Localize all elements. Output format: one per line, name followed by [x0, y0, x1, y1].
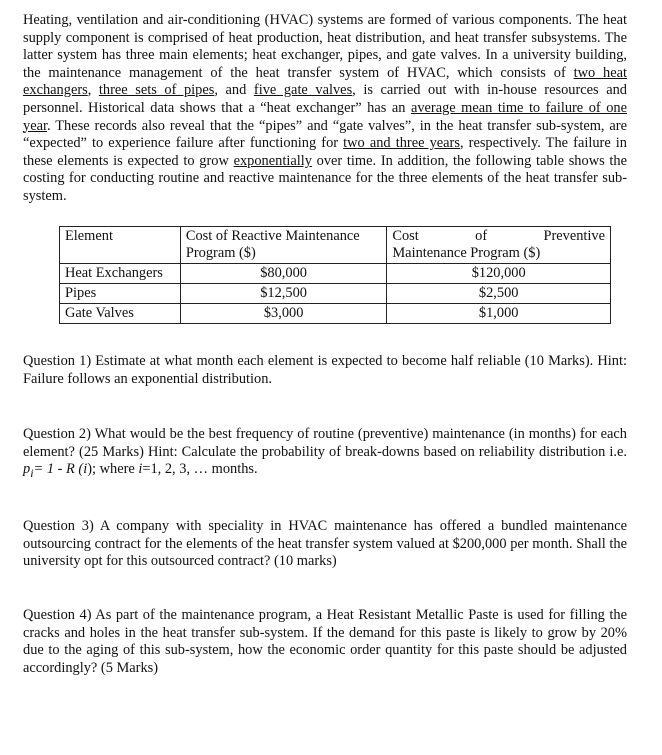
intro-text-2: ,	[87, 82, 99, 99]
cell-element: Pipes	[60, 284, 181, 304]
intro-text-6: , respectively. The failure in these elements is expected to grow	[23, 135, 627, 169]
table-header-row	[60, 227, 611, 264]
intro-underline-heat-exchangers: two heat exchangers	[23, 64, 627, 99]
header-preventive-cost	[387, 227, 611, 264]
header-preventive-word-cost: Cost	[392, 228, 419, 244]
cell-preventive: $1,000	[387, 304, 611, 324]
formula-index-i: i	[138, 461, 143, 478]
cell-element: Heat Exchangers	[60, 264, 181, 284]
intro-text-5: . These records also reveal that the “pipes” and “gate valves”, in the heat transfer sub-system, are “expected” to experience failure after functioning for	[23, 117, 627, 152]
formula-subscript-i: i	[30, 466, 34, 481]
header-preventive-word-of: of	[475, 228, 488, 244]
cell-reactive: $3,000	[180, 304, 387, 324]
table-row	[60, 304, 611, 324]
formula-i: i	[83, 461, 88, 478]
header-preventive-line-2: Maintenance Program ($)	[392, 245, 541, 261]
intro-paragraph	[23, 12, 627, 206]
cell-preventive: $2,500	[387, 284, 611, 304]
intro-underline-mttf: average mean time to failure of one year	[23, 99, 627, 134]
question-1: Question 1) Estimate at what month each element is expected to become half reliable (10 Marks). Hint: Failure follows an exponential distribution.	[23, 353, 627, 387]
question-2-where: ); where	[87, 461, 139, 478]
intro-underline-exponentially: exponentially	[233, 152, 312, 169]
table-row	[60, 264, 611, 284]
intro-text-4: , is carried out with in-house resources and personnel. Historical data shows that a “heat exchanger” has an	[23, 82, 627, 116]
cell-reactive: $12,500	[180, 284, 387, 304]
intro-text-3: , and	[214, 82, 254, 99]
intro-text-1: Heating, ventilation and air-conditioning (HVAC) systems are formed of various components. The heat supply component is comprised of heat production, heat distribution, and heat transfer subsystems. The latter system has three main elements; heat exchanger, pipes, and gate valves. In a university building, the maintenance management of the heat transfer system of HVAC, which consists of	[23, 12, 627, 81]
intro-text-7: over time. In addition, the following table shows the costing for conducting routine and reactive maintenance for the three elements of the heat transfer sub-system.	[23, 152, 627, 204]
cell-preventive: $120,000	[387, 264, 611, 284]
question-4: Question 4) As part of the maintenance program, a Heat Resistant Metallic Paste is used for filling the cracks and holes in the heat transfer sub-system. If the demand for this paste is likely to grow by 20% due to the aging of this sub-system, how the economic order quantity for this paste should be adjusted accordingly? (5 Marks)	[23, 607, 627, 676]
intro-underline-gate-valves: five gate valves	[253, 82, 353, 99]
table-row	[60, 284, 611, 304]
intro-underline-years: two and three years	[343, 135, 460, 152]
question-3: Question 3) A company with speciality in HVAC maintenance has offered a bundled maintenance outsourcing contract for the elements of the heat transfer system valued at $200,000 per month. Shall the university opt for this outsourced contract? (10 marks)	[23, 518, 627, 570]
header-element: Element	[60, 227, 181, 264]
header-preventive-word-preventive: Preventive	[543, 228, 605, 244]
formula-p: p	[23, 461, 31, 478]
formula-equals: = 1 - R (	[33, 461, 84, 478]
maintenance-cost-table	[59, 226, 611, 324]
question-2	[23, 426, 627, 483]
header-reactive-cost: Cost of Reactive Maintenance Program ($)	[180, 227, 387, 264]
cell-element: Gate Valves	[60, 304, 181, 324]
question-2-text: Question 2) What would be the best frequency of routine (preventive) maintenance (in months) for each element? (25 Marks) Hint: Calculate the probability of break-downs based on reliability distribution i.e.	[23, 426, 627, 460]
question-2-range: =1, 2, 3, … months.	[142, 461, 258, 478]
cell-reactive: $80,000	[180, 264, 387, 284]
intro-underline-pipes: three sets of pipes	[98, 82, 215, 99]
